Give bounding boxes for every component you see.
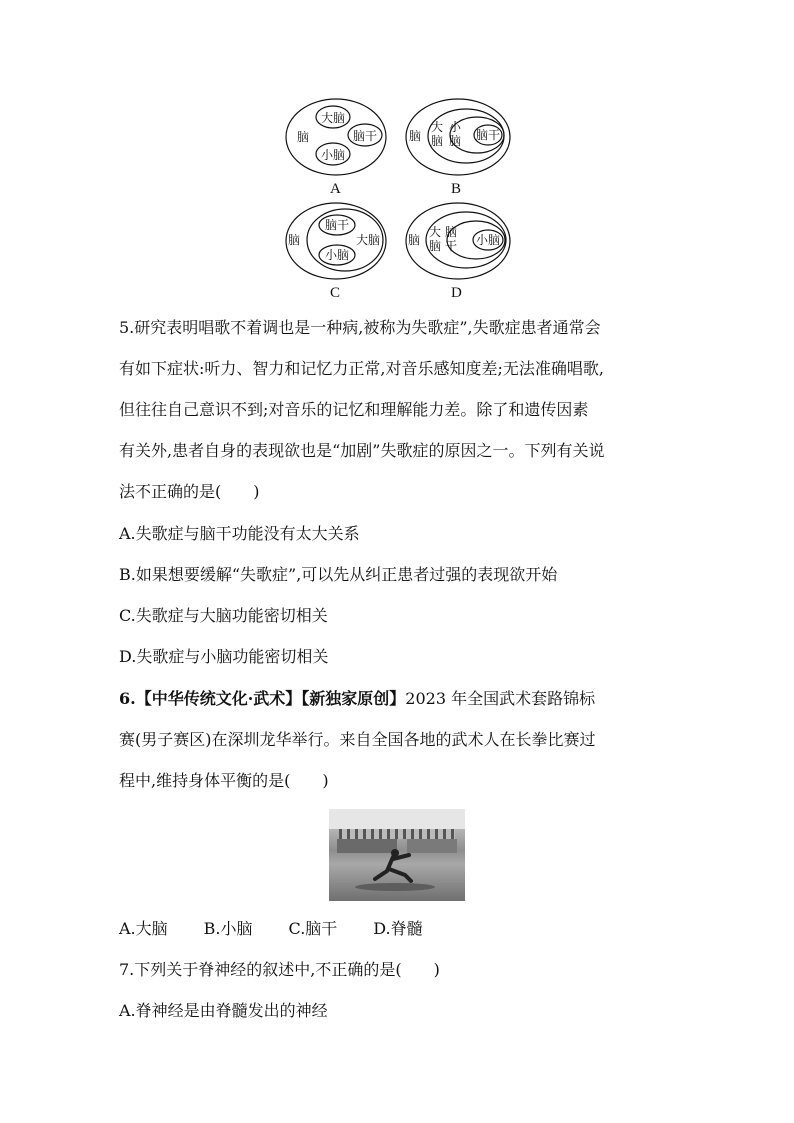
q7-option-a: A.脊神经是由脊髓发出的神经 [119, 1001, 328, 1020]
label-brainstem: 脑干 [353, 129, 378, 143]
label-cerebrum-2: 脑 [429, 239, 442, 253]
label-cerebellum: 小脑 [321, 148, 346, 162]
diagram-c [285, 201, 388, 281]
label-brainstem: 脑干 [476, 128, 501, 142]
q5-stem-line-3: 但往往自己意识不到;对音乐的记忆和理解能力差。除了和遗传因素 [119, 400, 589, 419]
label-cerebrum: 大脑 [356, 233, 381, 247]
label-cerebellum-1: 小 [449, 120, 462, 134]
q6-stem-line-2: 赛(男子赛区)在深圳龙华举行。来自全国各地的武术人在长拳比赛过 [119, 730, 596, 749]
q6-stem-text: 2023 年全国武术套路锦标 [405, 689, 596, 708]
q5-option-d: D.失歌症与小脑功能密切相关 [119, 647, 329, 666]
label-cerebrum: 大脑 [321, 111, 346, 125]
label-cerebellum: 小脑 [325, 248, 350, 262]
label-cerebrum-1: 大 [431, 120, 444, 134]
diagram-d [404, 201, 512, 281]
q6-tag-original: 【新独家原创】 [301, 689, 406, 708]
label-brainstem: 脑干 [325, 218, 350, 232]
q6-option-c: C.脑干 [288, 919, 338, 938]
label-brainstem-2: 干 [445, 239, 458, 253]
label-cerebellum: 小脑 [476, 233, 501, 247]
caption-c: C [330, 285, 341, 301]
caption-b: B [451, 181, 462, 197]
q6-option-d: D.脊髓 [373, 919, 423, 938]
caption-d: D [451, 285, 462, 301]
label-brain: 脑 [288, 233, 301, 247]
q5-option-c: C.失歌症与大脑功能密切相关 [119, 606, 328, 625]
diagram-b [404, 97, 512, 177]
q6-stem-line-3: 程中,维持身体平衡的是( ) [119, 771, 329, 790]
label-brain: 脑 [408, 233, 421, 247]
q6-options [119, 919, 423, 939]
q6-tag-culture: 【中华传统文化·武术】 [135, 689, 302, 708]
q5-stem-line-2: 有如下症状:听力、智力和记忆力正常,对音乐感知度差;无法准确唱歌, [119, 359, 604, 378]
q5-stem-line-4: 有关外,患者自身的表现欲也是“加剧”失歌症的原因之一。下列有关说 [119, 441, 605, 460]
label-brainstem-1: 脑 [445, 225, 458, 239]
label-brain: 脑 [409, 129, 422, 143]
q6-number: 6. [119, 689, 136, 708]
label-brain: 脑 [297, 130, 310, 144]
q6-option-a: A.大脑 [119, 919, 168, 938]
q6-stem-line-1 [119, 689, 595, 709]
q5-option-b: B.如果想要缓解“失歌症”,可以先从纠正患者过强的表现欲开始 [119, 565, 558, 584]
wushu-photo [329, 809, 465, 901]
diagram-a [285, 97, 388, 177]
caption-a: A [330, 181, 341, 197]
label-cerebrum-1: 大 [429, 225, 442, 239]
q5-option-a: A.失歌症与脑干功能没有太大关系 [119, 524, 360, 543]
q7-stem: 7.下列关于脊神经的叙述中,不正确的是( ) [119, 960, 440, 979]
label-cerebellum-2: 脑 [449, 134, 462, 148]
q6-option-b: B.小脑 [203, 919, 253, 938]
q5-stem-line-1: 5.研究表明唱歌不着调也是一种病,被称为失歌症”,失歌症患者通常会 [119, 318, 601, 337]
label-cerebrum-2: 脑 [431, 134, 444, 148]
q5-stem-line-5: 法不正确的是( ) [119, 482, 260, 501]
